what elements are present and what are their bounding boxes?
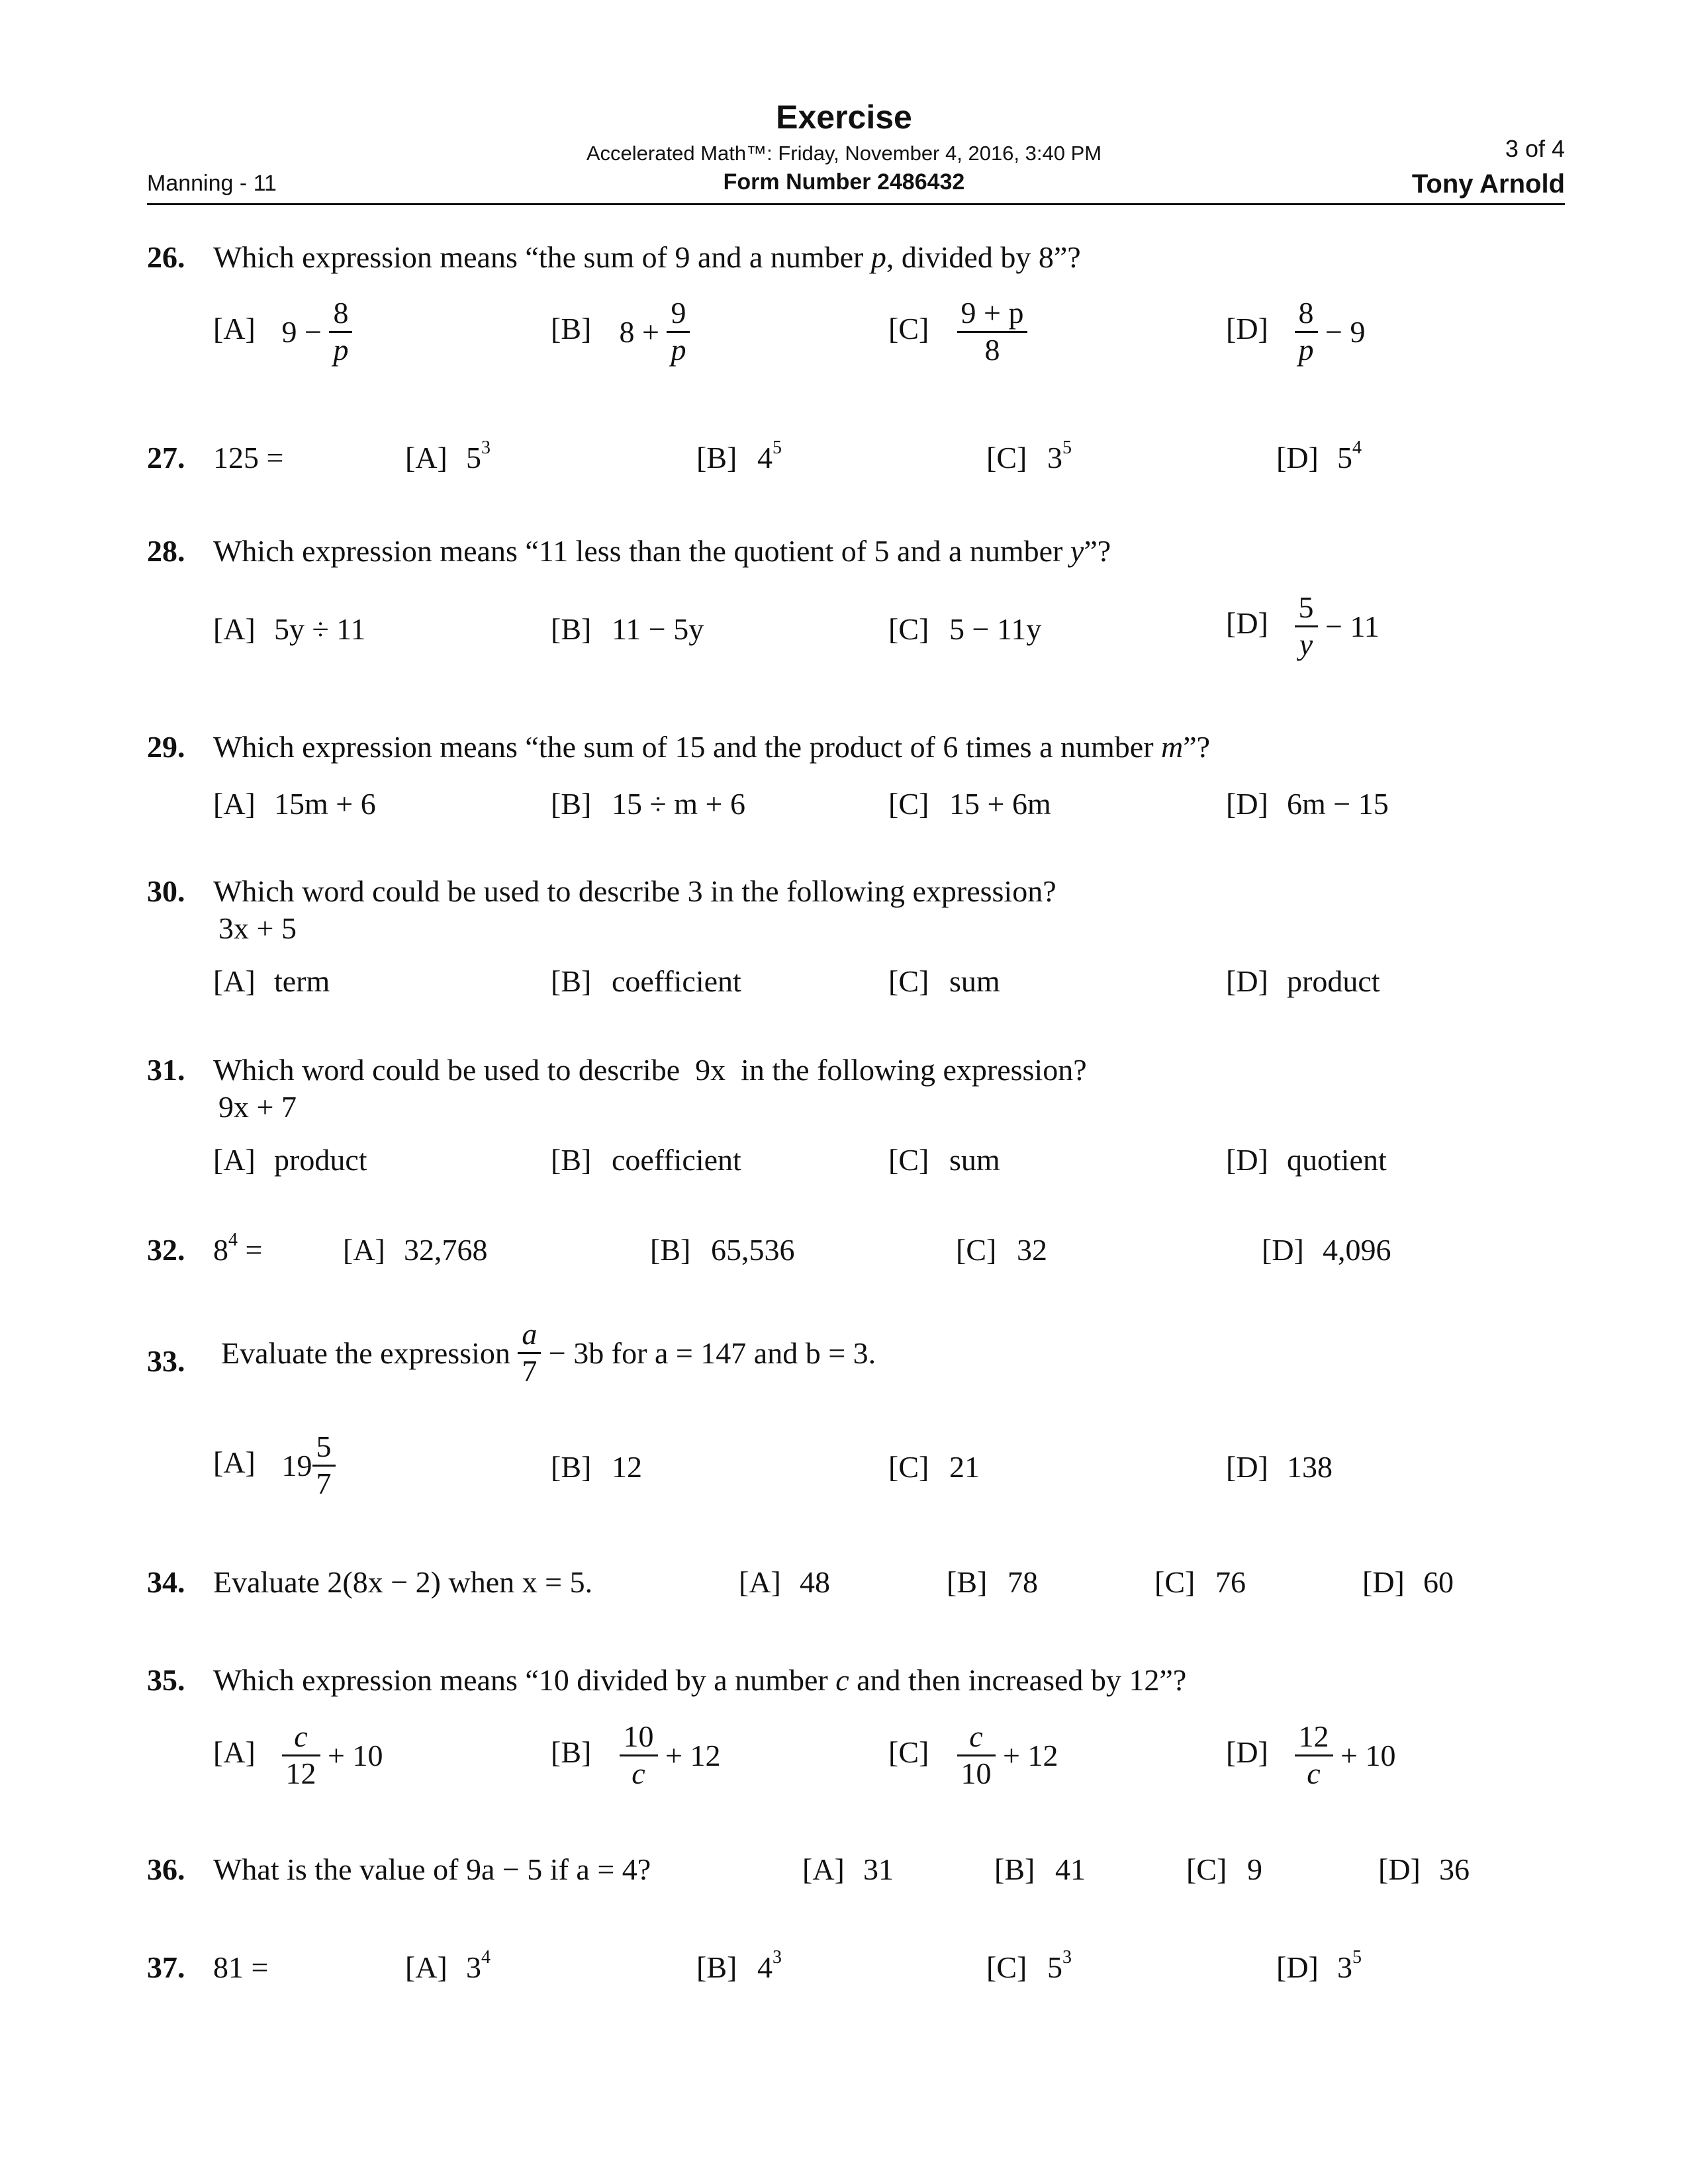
option-b[interactable]: [B] $4^5$ [696,437,782,475]
option-c[interactable]: [C] sum [888,964,1000,998]
expression: 9x + 7 [218,1090,297,1124]
option-b[interactable]: [B] 8 + $\frac{9}{p}$ [551,296,690,368]
question-text: Which expression means “the sum of 15 and the product of 6 times a number m”? [213,730,1211,764]
fraction: $\frac{12}{c}$ [1295,1719,1333,1792]
form-number: Form Number 2486432 [723,169,965,195]
question-number: 29. [147,730,185,764]
option-d[interactable]: [D] product [1226,964,1380,998]
question-number: 37. [147,1950,185,1984]
option-d[interactable]: [D] $\frac{8}{p}$ − 9 [1226,296,1366,367]
fraction: $\frac{5}{y}$ [1295,590,1318,662]
question-33 [147,1317,1565,1516]
option-a[interactable]: [A] 5y ÷ 11 [213,612,366,646]
question-37 [147,1947,1565,1996]
option-c[interactable]: [C] $3^5$ [986,437,1072,475]
option-c[interactable]: [C] 5 − 11y [888,612,1042,646]
question-text: Which word could be used to describe 3 in the following expression? [213,874,1056,908]
option-label: [B] [551,311,592,345]
option-d[interactable]: [D] 36 [1378,1852,1470,1886]
question-27 [147,437,1565,486]
option-d[interactable]: [D] $5^4$ [1276,437,1362,475]
question-text: 125 = [213,441,284,475]
question-number: 34. [147,1565,185,1599]
option-b[interactable]: [B] $\frac{10}{c}$ + 12 [551,1719,721,1790]
question-text: What is the value of 9a − 5 if a = 4? [213,1852,651,1886]
question-32 [147,1232,1565,1279]
option-c[interactable]: [C] 9 [1186,1852,1262,1886]
fraction: $\frac{9 + p}{8}$ [957,296,1028,368]
option-a[interactable]: [A] $5^3$ [405,437,491,475]
fraction: $\frac{5}{7}$ [312,1430,336,1502]
option-d[interactable]: [D] 138 [1226,1450,1333,1484]
option-a[interactable]: [A] 19 $\frac{5}{7}$ [213,1430,336,1502]
question-30 [147,874,1565,1019]
expression: 3x + 5 [218,911,297,945]
question-number: 28. [147,534,185,568]
option-a[interactable]: [A] 9 − $\frac{8}{p}$ [213,296,352,368]
question-number: 33. [147,1344,185,1378]
header-divider [147,203,1565,205]
option-b[interactable]: [B] $4^3$ [696,1947,782,1984]
fraction: $\frac{10}{c}$ [620,1719,658,1792]
option-b[interactable]: [B] 12 [551,1450,642,1484]
option-label: [A] [213,311,256,345]
option-label: [D] [1226,311,1268,345]
option-d[interactable]: [D] 6m − 15 [1226,787,1389,821]
option-b[interactable]: [B] coefficient [551,964,741,998]
option-b[interactable]: [B] 65,536 [650,1233,795,1267]
question-text: Evaluate 2(8x − 2) when x = 5. [213,1565,593,1599]
option-b[interactable]: [B] 15 ÷ m + 6 [551,787,745,821]
fraction: $\frac{c}{10}$ [957,1719,996,1792]
option-d[interactable]: [D] $\frac{5}{y}$ − 11 [1226,590,1380,661]
page-title: Exercise [776,99,912,136]
question-number: 27. [147,441,185,475]
question-28 [147,533,1565,679]
option-d[interactable]: [D] 4,096 [1262,1233,1391,1267]
option-c[interactable] [888,296,1027,368]
option-b[interactable]: [B] coefficient [551,1143,741,1177]
page-number: 3 of 4 [1505,135,1565,162]
option-c[interactable]: [C] 76 [1154,1565,1246,1599]
option-c[interactable]: [C] sum [888,1143,1000,1177]
question-number: 32. [147,1233,185,1267]
question-text: Which word could be used to describe 9x in the following expression? [213,1053,1087,1087]
student-name: Tony Arnold [1411,169,1565,199]
option-b[interactable]: [B] 11 − 5y [551,612,704,646]
option-c[interactable]: [C] 32 [956,1233,1047,1267]
question-26 [147,240,1565,392]
question-36 [147,1852,1565,1898]
option-a[interactable]: [A] term [213,964,330,998]
option-a[interactable]: [A] 32,768 [343,1233,488,1267]
question-number: 31. [147,1053,185,1087]
fraction: $\frac{8}{p}$ [1295,296,1318,368]
option-b[interactable]: [B] 41 [994,1852,1086,1886]
option-a[interactable]: [A] 48 [739,1565,830,1599]
option-c[interactable]: [C] 21 [888,1450,980,1484]
question-number: 35. [147,1663,185,1697]
option-a[interactable]: [A] 31 [802,1852,894,1886]
question-text: Which expression means “the sum of 9 and a number p, divided by 8”? [213,240,1081,274]
option-d[interactable]: [D] $3^5$ [1276,1947,1362,1984]
question-text: $8^4$ = [213,1230,263,1267]
question-text: Evaluate the expression $\frac{a}{7}$ − 3b for a = 147 and b = 3. [221,1317,876,1388]
question-text: Which expression means “11 less than the quotient of 5 and a number y”? [213,534,1111,568]
class-name: Manning - 11 [147,171,277,196]
option-a[interactable]: [A] $\frac{c}{12}$ + 10 [213,1719,383,1790]
option-d[interactable]: [D] quotient [1226,1143,1387,1177]
question-34 [147,1565,1565,1611]
question-29 [147,729,1565,835]
fraction: $\frac{9}{p}$ [667,296,690,368]
option-d[interactable]: [D] 60 [1362,1565,1454,1599]
option-label: [C] [888,311,929,345]
option-a[interactable]: [A] 15m + 6 [213,787,376,821]
fraction: $\frac{c}{12}$ [282,1719,320,1792]
option-c[interactable]: [C] $\frac{c}{10}$ + 12 [888,1719,1058,1790]
option-c[interactable]: [C] 15 + 6m [888,787,1051,821]
question-text: 81 = [213,1950,269,1984]
software-timestamp: Accelerated Math™: Friday, November 4, 2016, 3:40 PM [586,142,1102,165]
option-b[interactable]: [B] 78 [947,1565,1038,1599]
option-c[interactable]: [C] $5^3$ [986,1947,1072,1984]
question-31 [147,1052,1565,1198]
question-number: 26. [147,240,185,274]
fraction: $\frac{8}{p}$ [329,296,352,368]
option-d[interactable]: [D] $\frac{12}{c}$ + 10 [1226,1719,1396,1790]
question-text: Which expression means “10 divided by a number c and then increased by 12”? [213,1663,1187,1697]
option-a[interactable]: [A] $3^4$ [405,1947,491,1984]
question-number: 36. [147,1852,185,1886]
question-35 [147,1662,1565,1815]
question-number: 30. [147,874,185,908]
option-a[interactable]: [A] product [213,1143,367,1177]
fraction: $\frac{a}{7}$ [518,1317,541,1389]
